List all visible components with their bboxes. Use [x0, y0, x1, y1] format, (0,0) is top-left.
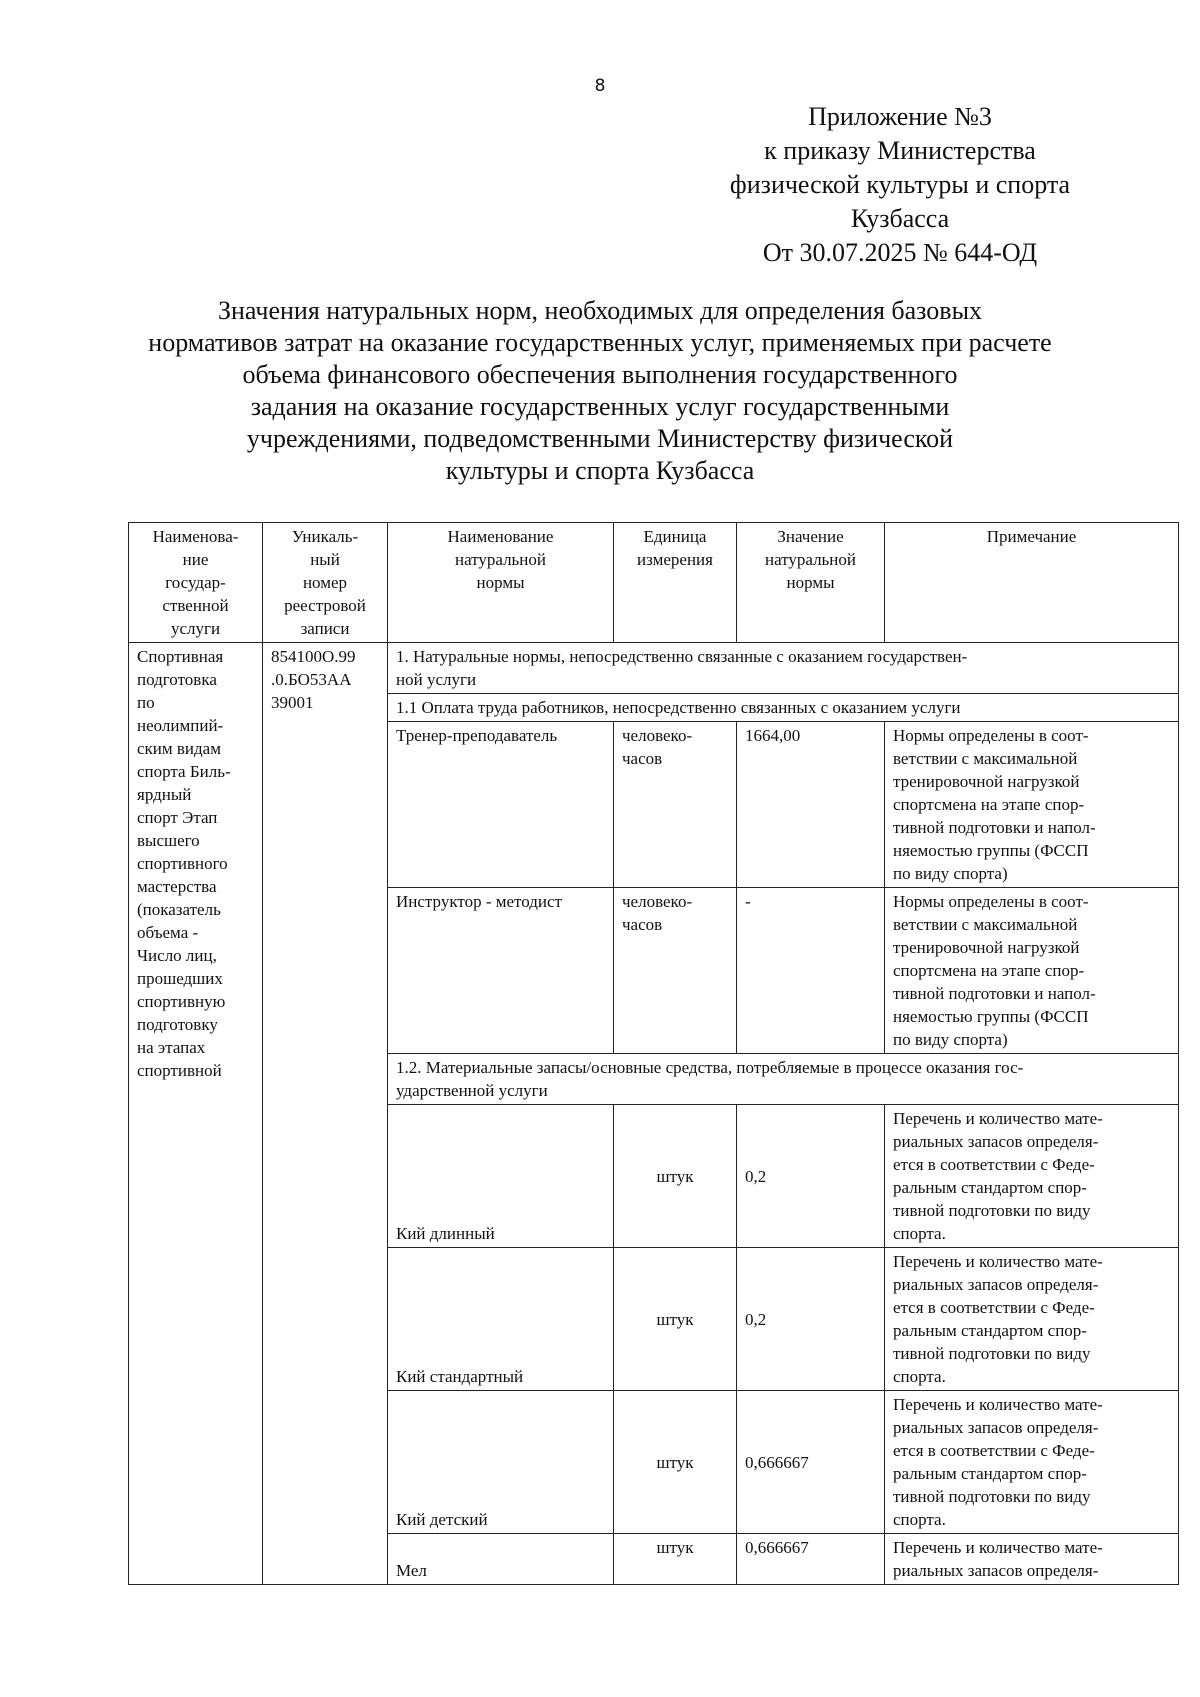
note-cell: Перечень и количество мате- риальных запасов определя- ется в соответствии с Феде- ральным стандартом спор- тивной подготовки по виду спорта.	[885, 1391, 1179, 1534]
note-cell: Нормы определены в соот- ветствии с максимальной тренировочной нагрузкой спортсмена на этапе спор- тивной подготовки и напол- няемостью группы (ФССП по виду спорта)	[885, 722, 1179, 888]
section-1-2-heading: 1.2. Материальные запасы/основные средства, потребляемые в процессе оказания гос- ударственной услуги	[388, 1054, 1179, 1105]
title-line: нормативов затрат на оказание государственных услуг, применяемых при расчете	[148, 328, 1052, 357]
appendix-line: Кузбасса	[850, 204, 950, 233]
norms-table	[128, 522, 1179, 1585]
registry-number-cell: 854100О.99 .0.БО53АА 39001	[263, 643, 388, 1585]
norm-name-cell: Кий длинный	[388, 1105, 614, 1248]
header-value: Значение натуральной нормы	[737, 523, 885, 643]
header-service-name: Наименова- ние государ- ственной услуги	[129, 523, 263, 643]
title-line: объема финансового обеспечения выполнения государственного	[242, 360, 958, 389]
appendix-line: к приказу Министерства	[764, 136, 1036, 165]
unit-cell: штук	[614, 1248, 737, 1391]
unit-cell: штук	[614, 1105, 737, 1248]
title-line: Значения натуральных норм, необходимых для определения базовых	[217, 296, 983, 325]
unit-cell: штук	[614, 1391, 737, 1534]
value-cell: 1664,00	[737, 722, 885, 888]
unit-cell: человеко- часов	[614, 888, 737, 1054]
norm-name-cell: Инструктор - методист	[388, 888, 614, 1054]
appendix-line: От 30.07.2025 № 644-ОД	[762, 238, 1038, 267]
document-title	[100, 295, 1100, 487]
appendix-line: физической культуры и спорта	[729, 170, 1071, 199]
norm-name-cell: Тренер-преподаватель	[388, 722, 614, 888]
norm-name-cell: Мел	[388, 1534, 614, 1585]
value-cell: 0,2	[737, 1105, 885, 1248]
header-norm-name: Наименование натуральной нормы	[388, 523, 614, 643]
header-unit: Единица измерения	[614, 523, 737, 643]
norm-name-cell: Кий детский	[388, 1391, 614, 1534]
title-line: задания на оказание государственных услуг государственными	[250, 392, 950, 421]
value-cell: 0,2	[737, 1248, 885, 1391]
note-cell: Перечень и количество мате- риальных запасов определя- ется в соответствии с Феде- ральным стандартом спор- тивной подготовки по виду спорта.	[885, 1105, 1179, 1248]
note-cell: Нормы определены в соот- ветствии с максимальной тренировочной нагрузкой спортсмена на этапе спор- тивной подготовки и напол- няемостью группы (ФССП по виду спорта)	[885, 888, 1179, 1054]
title-line: учреждениями, подведомственными Министерству физической	[246, 424, 954, 453]
title-line: культуры и спорта Кузбасса	[445, 456, 755, 485]
header-note: Примечание	[885, 523, 1179, 643]
table-row	[129, 643, 1179, 694]
service-name-cell: Спортивная подготовка по неолимпий- ским видам спорта Биль- ярдный спорт Этап высшего спортивного мастерства (показатель объема - Число лиц, прошедших спортивную подготовку на этапах спортивной	[129, 643, 263, 1585]
unit-cell: штук	[614, 1534, 737, 1585]
appendix-header	[660, 100, 1140, 270]
page-number: 8	[594, 76, 606, 96]
section-1-heading: 1. Натуральные нормы, непосредственно связанные с оказанием государствен- ной услуги	[388, 643, 1179, 694]
value-cell: 0,666667	[737, 1534, 885, 1585]
norm-name-cell: Кий стандартный	[388, 1248, 614, 1391]
appendix-line: Приложение №3	[808, 102, 992, 131]
unit-cell: человеко- часов	[614, 722, 737, 888]
section-1-1-heading: 1.1 Оплата труда работников, непосредственно связанных с оказанием услуги	[388, 694, 1179, 722]
table-header-row	[129, 523, 1179, 643]
note-cell: Перечень и количество мате- риальных запасов определя- ется в соответствии с Феде- ральным стандартом спор- тивной подготовки по виду спорта.	[885, 1248, 1179, 1391]
header-registry-number: Уникаль- ный номер реестровой записи	[263, 523, 388, 643]
value-cell: -	[737, 888, 885, 1054]
note-cell: Перечень и количество мате- риальных запасов определя-	[885, 1534, 1179, 1585]
value-cell: 0,666667	[737, 1391, 885, 1534]
